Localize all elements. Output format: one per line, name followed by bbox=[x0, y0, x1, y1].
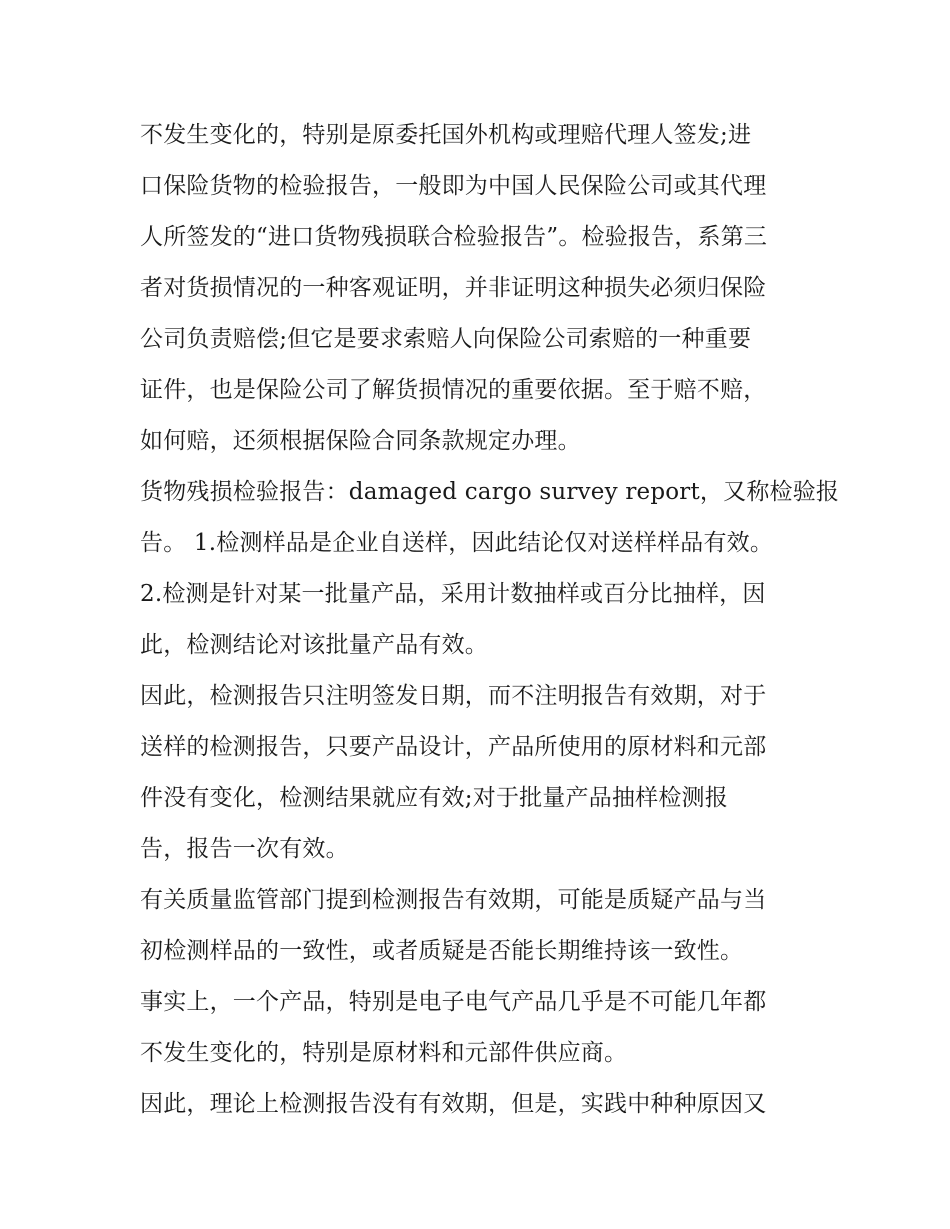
text-line: 有关质量监管部门提到检测报告有效期，可能是质疑产品与当 bbox=[140, 887, 767, 913]
text-line: 因此，理论上检测报告没有有效期，但是，实践中种种原因又 bbox=[140, 1091, 767, 1117]
text-line: 因此，检测报告只注明签发日期，而不注明报告有效期，对于 bbox=[140, 683, 767, 709]
text-line: 货物残损检验报告：damaged cargo survey report，又称检验报 bbox=[140, 479, 840, 505]
text-line: 事实上，一个产品，特别是电子电气产品几乎是不可能几年都 bbox=[140, 989, 767, 1015]
text-line: 者对货损情况的一种客观证明，并非证明这种损失必须归保险 bbox=[140, 275, 767, 301]
text-line: 人所签发的“进口货物残损联合检验报告”。检验报告，系第三 bbox=[140, 224, 768, 250]
text-line: 公司负责赔偿;但它是要求索赔人向保险公司索赔的一种重要 bbox=[140, 326, 752, 352]
body-text bbox=[140, 110, 840, 1130]
text-line: 初检测样品的一致性，或者质疑是否能长期维持该一致性。 bbox=[140, 938, 744, 964]
text-line: 不发生变化的，特别是原委托国外机构或理赔代理人签发;进 bbox=[140, 122, 752, 148]
text-line: 告，报告一次有效。 bbox=[140, 836, 349, 862]
text-line: 告。 1.检测样品是企业自送样，因此结论仅对送样样品有效。 bbox=[140, 530, 774, 556]
text-line: 此，检测结论对该批量产品有效。 bbox=[140, 632, 488, 658]
text-line: 不发生变化的，特别是原材料和元部件供应商。 bbox=[140, 1040, 628, 1066]
text-line: 如何赔，还须根据保险合同条款规定办理。 bbox=[140, 428, 581, 454]
text-line: 2.检测是针对某一批量产品，采用计数抽样或百分比抽样，因 bbox=[140, 581, 766, 607]
text-line: 件没有变化，检测结果就应有效;对于批量产品抽样检测报 bbox=[140, 785, 728, 811]
text-line: 送样的检测报告，只要产品设计，产品所使用的原材料和元部 bbox=[140, 734, 767, 760]
text-line: 口保险货物的检验报告，一般即为中国人民保险公司或其代理 bbox=[140, 173, 767, 199]
text-line: 证件，也是保险公司了解货损情况的重要依据。至于赔不赔， bbox=[140, 377, 767, 403]
